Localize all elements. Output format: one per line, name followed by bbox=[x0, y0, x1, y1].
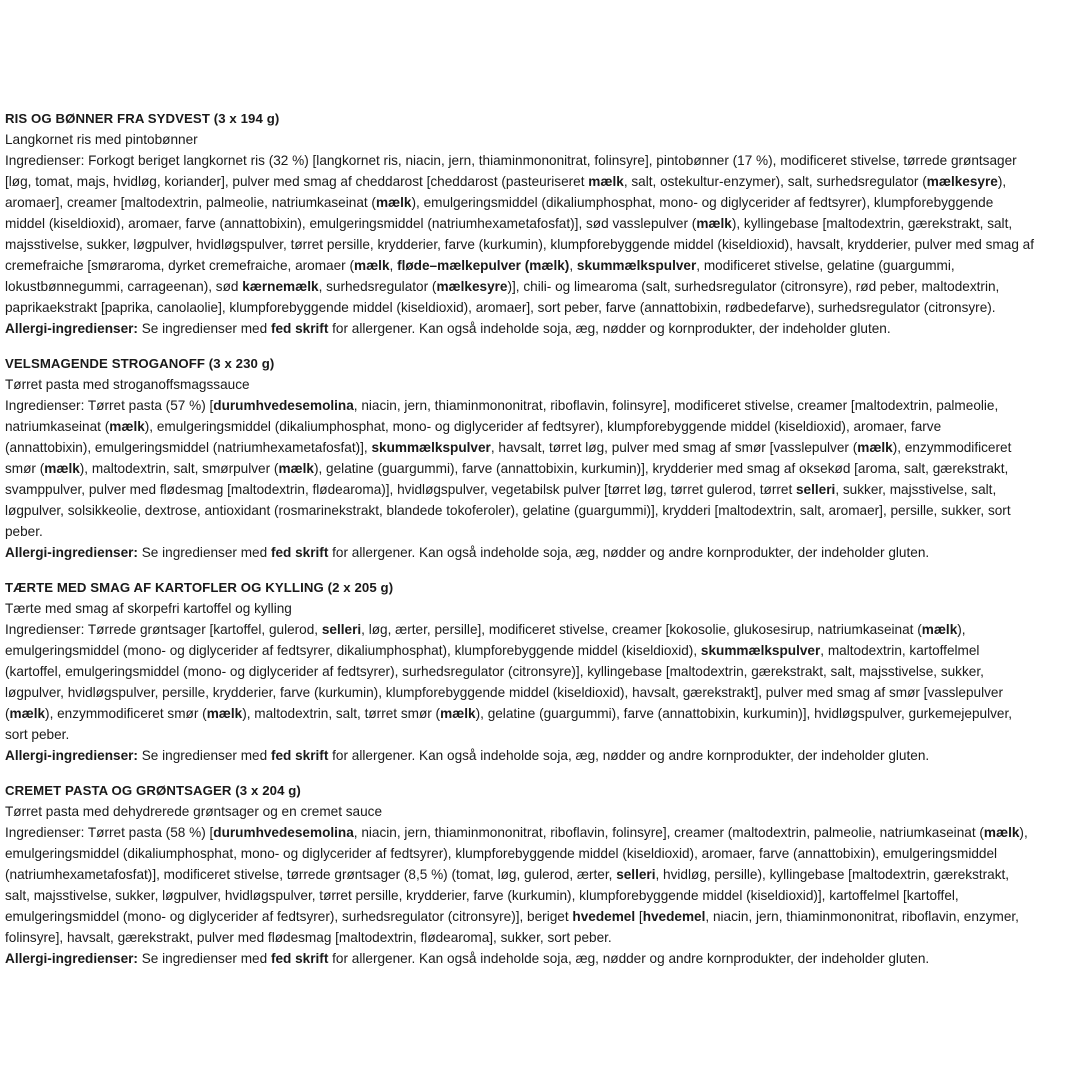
allergen-text: selleri bbox=[321, 622, 362, 637]
ingredient-line bbox=[5, 703, 1077, 724]
ingredient-line bbox=[5, 479, 1077, 500]
product-title: RIS OG BØNNER FRA SYDVEST (3 x 194 g) bbox=[5, 111, 280, 126]
ingredient-text: Ingredienser: Tørret pasta (57 %) [ bbox=[5, 398, 214, 413]
allergy-bold-text: fed skrift bbox=[270, 748, 329, 763]
ingredient-text: , sukker, majsstivelse, salt, bbox=[835, 482, 997, 497]
ingredient-text: majsstivelse, sukker, løgpulver, hvidløgspulver, tørret persille, krydderier, farve (kurkumin), klumpforebyggende middel (kiseldioxid), havsalt, krydderier, pulver med smag af bbox=[5, 237, 1034, 252]
allergy-text: Se ingredienser med bbox=[137, 545, 271, 560]
ingredient-text: ), bbox=[1019, 825, 1028, 840]
allergy-bold-text: fed skrift bbox=[270, 951, 329, 966]
ingredient-text: paprikaekstrakt [paprika, canolaolie], klumpforebyggende middel (kiseldioxid), aromaer], sort peber, farve (annattobixin, rødbedefarve), surhedsregulator (citronsyre). bbox=[5, 300, 996, 315]
ingredient-text: (annattobixin), emulgeringsmiddel (natriumhexametafosfat)], bbox=[5, 440, 372, 455]
ingredient-line bbox=[5, 619, 1077, 640]
ingredient-text: , havsalt, tørret løg, pulver med smag af smør [vasslepulver ( bbox=[490, 440, 858, 455]
ingredient-line bbox=[5, 500, 1077, 521]
product-subtitle: Tærte med smag af skorpefri kartoffel og kylling bbox=[5, 601, 292, 616]
ingredient-text: , surhedsregulator ( bbox=[318, 279, 437, 294]
ingredient-text: ), emulgeringsmiddel (dikaliumphosphat, mono- og diglycerider af fedtsyrer), klumpforebyggende middel (kiseldioxid), aromaer, farve bbox=[144, 419, 942, 434]
allergen-text: mælk bbox=[440, 706, 476, 721]
allergen-text: selleri bbox=[796, 482, 836, 497]
ingredient-text: emulgeringsmiddel (mono- og diglycerider af fedtsyrer), surhedsregulator (citronsyre)], beriget bbox=[5, 909, 573, 924]
allergen-text: fløde–mælkepulver (mælk) bbox=[397, 258, 570, 273]
ingredient-line bbox=[5, 395, 1077, 416]
allergy-text: for allergener. Kan også indeholde soja, æg, nødder og andre kornprodukter, der indeholder gluten. bbox=[328, 951, 930, 966]
product-section bbox=[5, 353, 1077, 563]
ingredient-text: aromaer], creamer [maltodextrin, palmeolie, natriumkaseinat ( bbox=[5, 195, 376, 210]
product-title: VELSMAGENDE STROGANOFF (3 x 230 g) bbox=[5, 356, 275, 371]
allergy-label: Allergi-ingredienser: bbox=[5, 545, 138, 560]
allergy-label: Allergi-ingredienser: bbox=[5, 951, 138, 966]
ingredient-text: lokustbønnegummi, carrageenan), sød bbox=[5, 279, 243, 294]
allergy-text: Se ingredienser med bbox=[137, 951, 271, 966]
allergen-text: mælk bbox=[9, 706, 46, 721]
ingredient-line bbox=[5, 724, 1077, 745]
ingredient-text: emulgeringsmiddel (mono- og diglycerider af fedtsyrer, dikaliumphosphat), klumpforebyggende middel (kiseldioxid), bbox=[5, 643, 701, 658]
ingredient-text: [ bbox=[635, 909, 643, 924]
ingredient-text: svamppulver, pulver med flødesmag [maltodextrin, flødearoma)], hvidløgspulver, vegetabilsk pulver [tørret løg, tørret gulerod, tørret bbox=[5, 482, 796, 497]
ingredient-line bbox=[5, 843, 1077, 864]
allergen-text: mælk bbox=[375, 195, 412, 210]
product-title: TÆRTE MED SMAG AF KARTOFLER OG KYLLING (2 x 205 g) bbox=[5, 580, 394, 595]
ingredient-text: ( bbox=[5, 706, 10, 721]
allergy-bold-text: fed skrift bbox=[270, 545, 329, 560]
allergy-text: for allergener. Kan også indeholde soja, æg, nødder og andre kornprodukter, der indeholder gluten. bbox=[328, 545, 930, 560]
allergen-text: mælk bbox=[44, 461, 80, 476]
ingredient-text: ), maltodextrin, salt, smørpulver ( bbox=[79, 461, 279, 476]
allergen-text: hvedemel bbox=[642, 909, 706, 924]
allergy-info bbox=[5, 318, 1077, 339]
ingredients-text bbox=[5, 619, 1077, 745]
ingredient-line bbox=[5, 255, 1077, 276]
ingredients-text bbox=[5, 395, 1077, 542]
allergen-text: hvedemel bbox=[572, 909, 636, 924]
ingredient-line bbox=[5, 885, 1077, 906]
ingredient-text: Ingredienser: Forkogt beriget langkornet ris (32 %) [langkornet ris, niacin, jern, thiaminmononitrat, folinsyre], pintobønner (17 %), modificeret stivelse, tørrede grøntsager bbox=[5, 153, 1017, 168]
ingredient-line bbox=[5, 437, 1077, 458]
ingredient-line bbox=[5, 640, 1077, 661]
ingredient-text: , bbox=[389, 258, 398, 273]
ingredient-text: , niacin, jern, thiaminmononitrat, riboflavin, enzymer, bbox=[705, 909, 1019, 924]
ingredient-text: ), enzymmodificeret smør ( bbox=[45, 706, 207, 721]
product-section bbox=[5, 577, 1077, 766]
allergy-info bbox=[5, 948, 1077, 969]
allergy-label: Allergi-ingredienser: bbox=[5, 748, 138, 763]
ingredient-line bbox=[5, 906, 1077, 927]
allergen-text: mælk bbox=[921, 622, 958, 637]
ingredient-line bbox=[5, 276, 1077, 297]
ingredients-text bbox=[5, 150, 1077, 318]
ingredient-text: , maltodextrin, kartoffelmel bbox=[820, 643, 980, 658]
ingredient-line bbox=[5, 521, 1077, 542]
ingredient-text: Ingredienser: Tørret pasta (58 %) [ bbox=[5, 825, 214, 840]
ingredient-text: ), maltodextrin, salt, tørret smør ( bbox=[242, 706, 441, 721]
ingredient-text: , bbox=[569, 258, 577, 273]
allergen-text: mælk bbox=[696, 216, 732, 231]
ingredient-text: smør ( bbox=[5, 461, 45, 476]
allergen-text: skummælkspulver bbox=[371, 440, 491, 455]
ingredient-text: ), gelatine (guargummi), farve (annattobixin, kurkumin)], krydderier med smag af oksekød [aroma, salt, gærekstrakt, bbox=[313, 461, 1009, 476]
ingredient-text: ), enzymmodificeret bbox=[892, 440, 1012, 455]
ingredient-text: (kartoffel, emulgeringsmiddel (mono- og diglycerider af fedtsyrer), surhedsregulator (citronsyre)], kyllingebase [maltodextrin, gærekstrakt, salt, majsstivelse, sukker, bbox=[5, 664, 984, 679]
ingredient-line bbox=[5, 234, 1077, 255]
ingredient-text: ), kyllingebase [maltodextrin, gærekstrakt, salt, bbox=[731, 216, 1013, 231]
ingredient-text: , salt, ostekultur-enzymer), salt, surhedsregulator ( bbox=[623, 174, 927, 189]
ingredient-text: løgpulver, solsikkeolie, dextrose, antioxidant (rosmarinekstrakt, blandede tokoferoler), gelatine (guargummi)], krydderi [maltodextrin, salt, aromaer], persille, sukker, sort bbox=[5, 503, 1011, 518]
ingredient-line bbox=[5, 297, 1077, 318]
ingredient-text: emulgeringsmiddel (dikaliumphosphat, mono- og diglycerider af fedtsyrer), klumpforebyggende middel (kiseldioxid), aromaer, farve (annattobixin), emulgeringsmiddel bbox=[5, 846, 998, 861]
allergen-text: mælkesyre bbox=[436, 279, 508, 294]
ingredient-line bbox=[5, 213, 1077, 234]
allergen-text: kærnemælk bbox=[242, 279, 319, 294]
ingredient-text: , modificeret stivelse, gelatine (guargummi, bbox=[696, 258, 955, 273]
ingredient-text: natriumkaseinat ( bbox=[5, 419, 110, 434]
ingredient-line bbox=[5, 171, 1077, 192]
allergy-info bbox=[5, 542, 1077, 563]
allergen-text: durumhvedesemolina bbox=[213, 398, 354, 413]
allergen-text: mælkesyre bbox=[926, 174, 998, 189]
allergen-text: skummælkspulver bbox=[700, 643, 821, 658]
product-section bbox=[5, 108, 1077, 339]
allergen-text: skummælkspulver bbox=[576, 258, 697, 273]
product-subtitle: Tørret pasta med stroganoffsmagssauce bbox=[5, 377, 250, 392]
allergen-text: durumhvedesemolina bbox=[213, 825, 354, 840]
ingredient-document bbox=[5, 108, 1077, 983]
allergen-text: mælk bbox=[857, 440, 893, 455]
ingredient-text: ), bbox=[997, 174, 1007, 189]
allergy-bold-text: fed skrift bbox=[270, 321, 329, 336]
ingredient-text: , hvidløg, persille), kyllingebase [maltodextrin, gærekstrakt, bbox=[655, 867, 1010, 882]
ingredient-line bbox=[5, 864, 1077, 885]
allergy-info bbox=[5, 745, 1077, 766]
ingredient-text: , niacin, jern, thiaminmononitrat, riboflavin, folinsyre], modificeret stivelse, creamer [maltodextrin, palmeolie, bbox=[353, 398, 999, 413]
ingredient-line bbox=[5, 192, 1077, 213]
ingredient-text: , niacin, jern, thiaminmononitrat, riboflavin, folinsyre], creamer (maltodextrin, palmeolie, natriumkaseinat ( bbox=[353, 825, 984, 840]
allergy-text: for allergener. Kan også indeholde soja, æg, nødder og andre kornprodukter, der indeholder gluten. bbox=[328, 748, 930, 763]
ingredient-text: (natriumhexametafosfat)], modificeret stivelse, tørrede grøntsager (8,5 %) (tomat, løg, gulerod, ærter, bbox=[5, 867, 617, 882]
allergen-text: selleri bbox=[616, 867, 656, 882]
ingredient-text: ), gelatine (guargummi), farve (annattobixin, kurkumin)], hvidløgspulver, gurkemejepulver, bbox=[475, 706, 1013, 721]
ingredient-line bbox=[5, 458, 1077, 479]
product-section bbox=[5, 780, 1077, 969]
allergy-text: for allergener. Kan også indeholde soja, æg, nødder og kornprodukter, der indeholder gluten. bbox=[328, 321, 891, 336]
ingredient-line bbox=[5, 150, 1077, 171]
ingredient-text: )], chili- og limearoma (salt, surhedsregulator (citronsyre), rød peber, maltodextrin, bbox=[507, 279, 1000, 294]
ingredient-text: salt, majsstivelse, sukker, løgpulver, hvidløgspulver, tørret persille, krydderier, farve (kurkumin), klumpforebyggende middel (kiseldioxid)], kartoffelmel [kartoffel, bbox=[5, 888, 959, 903]
allergy-text: Se ingredienser med bbox=[137, 321, 271, 336]
allergen-text: mælk bbox=[278, 461, 314, 476]
allergy-text: Se ingredienser med bbox=[137, 748, 271, 763]
ingredient-line bbox=[5, 822, 1077, 843]
ingredient-text: folinsyre], havsalt, gærekstrakt, pulver med flødesmag [maltodextrin, flødearoma], sukker, sort peber. bbox=[5, 930, 612, 945]
ingredient-text: ), bbox=[957, 622, 966, 637]
allergen-text: mælk bbox=[109, 419, 145, 434]
ingredient-text: sort peber. bbox=[5, 727, 70, 742]
ingredient-text: , løg, ærter, persille], modificeret stivelse, creamer [kokosolie, glukosesirup, natriumkaseinat ( bbox=[361, 622, 922, 637]
ingredient-text: løgpulver, hvidløgspulver, persille, krydderier, farve (kurkumin), klumpforebyggende middel (kiseldioxid), havsalt, gærekstrakt], pulver med smag af smør [vasslepulver bbox=[5, 685, 1004, 700]
allergy-label: Allergi-ingredienser: bbox=[5, 321, 138, 336]
allergen-text: mælk bbox=[983, 825, 1020, 840]
ingredient-line bbox=[5, 927, 1077, 948]
allergen-text: mælk bbox=[206, 706, 243, 721]
ingredient-text: peber. bbox=[5, 524, 43, 539]
ingredients-text bbox=[5, 822, 1077, 948]
product-subtitle: Tørret pasta med dehydrerede grøntsager og en cremet sauce bbox=[5, 804, 383, 819]
ingredient-text: Ingredienser: Tørrede grøntsager [kartoffel, gulerod, bbox=[5, 622, 322, 637]
ingredient-text: [løg, tomat, majs, hvidløg, koriander], pulver med smag af cheddarost [cheddarost (pasteuriseret bbox=[5, 174, 589, 189]
ingredient-line bbox=[5, 661, 1077, 682]
ingredient-text: middel (kiseldioxid), aromaer, farve (annattobixin), emulgeringsmiddel (natriumhexametafosfat)], sød vasslepulver ( bbox=[5, 216, 697, 231]
ingredient-line bbox=[5, 416, 1077, 437]
ingredient-text: cremefraiche [smøraroma, dyrket cremefraiche, aromaer ( bbox=[5, 258, 354, 273]
product-title: CREMET PASTA OG GRØNTSAGER (3 x 204 g) bbox=[5, 783, 301, 798]
product-subtitle: Langkornet ris med pintobønner bbox=[5, 132, 198, 147]
ingredient-text: ), emulgeringsmiddel (dikaliumphosphat, mono- og diglycerider af fedtsyrer), klumpforebyggende bbox=[411, 195, 994, 210]
allergen-text: mælk bbox=[354, 258, 390, 273]
ingredient-line bbox=[5, 682, 1077, 703]
allergen-text: mælk bbox=[588, 174, 624, 189]
